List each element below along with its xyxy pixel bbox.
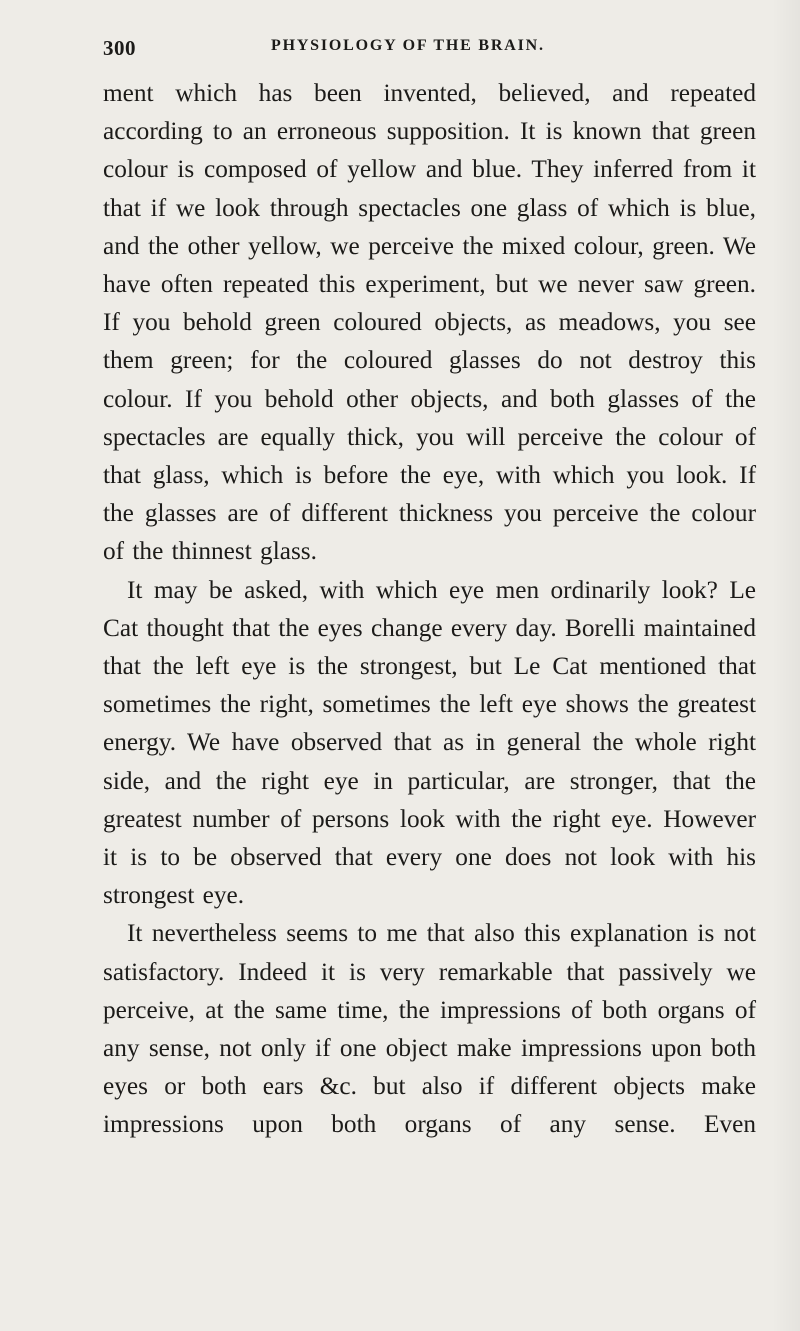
paragraph-1: ment which has been invented, believed, and repeated according to an erroneous supposition. It is known that green colour is composed of yellow and blue. They inferred from it that if we look through spectacles one glass of which is blue, and the other yellow, we perceive the mixed colour, green. We have often repeated this experiment, but we never saw green. If you behold green coloured objects, as meadows, you see them green; for the coloured glasses do not destroy this colour. If you behold other objects, and both glasses of the spectacles are equally thick, you will perceive the colour of that glass, which is before the eye, with which you look. If the glasses are of different thickness you perceive the colour of the thinnest glass. — [103, 79, 756, 566]
page-number: 300 — [103, 36, 136, 60]
running-head — [103, 28, 756, 68]
running-title: PHYSIOLOGY OF THE BRAIN. — [271, 37, 545, 54]
paragraph-3: It nevertheless seems to me that also this explanation is not satisfactory. Indeed it is very remarkable that passively we perceive, at the same time, the impressions of both organs of any sense, not only if one object make impressions upon both eyes or both ears &c. but also if different objects make impressions upon both organs of any sense. Even — [103, 919, 756, 1139]
page-edge-shadow — [772, 0, 800, 1331]
paragraph-2: It may be asked, with which eye men ordinarily look? Le Cat thought that the eyes change every day. Borelli maintained that the left eye is the strongest, but Le Cat mentioned that sometimes the right, sometimes the left eye shows the greatest energy. We have observed that as in general the whole right side, and the right eye in particular, are stronger, that the greatest number of persons look with the right eye. However it is to be observed that every one does not look with his strongest eye. — [103, 575, 756, 910]
body-text — [103, 74, 756, 1144]
